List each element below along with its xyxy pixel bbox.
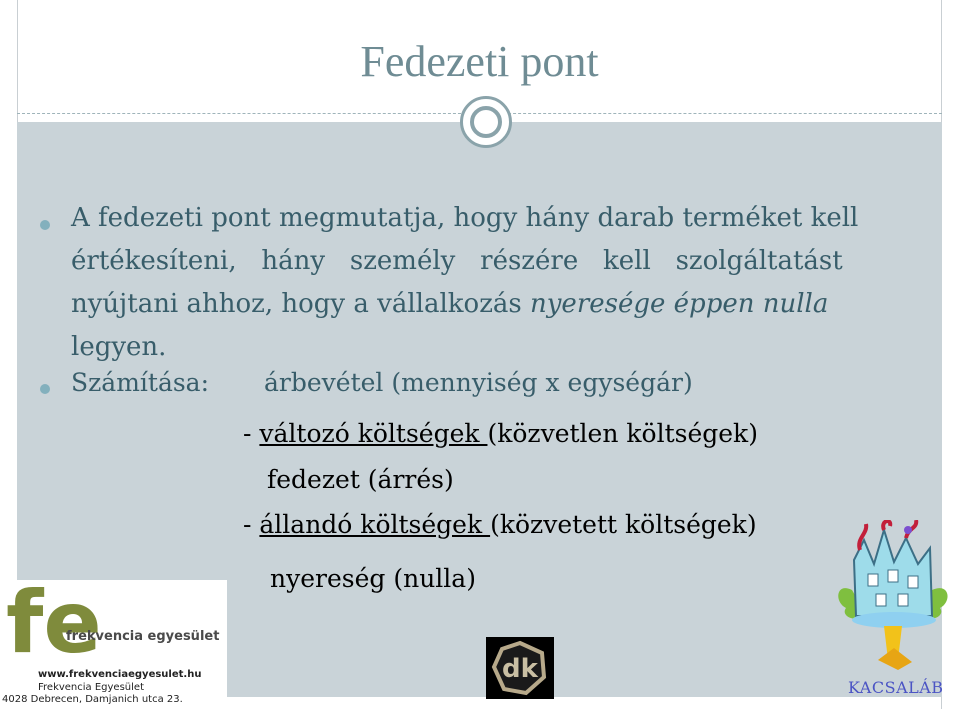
calc-underlined: állandó költségek [259,510,491,539]
paragraph-line: A fedezeti pont megmutatja, hogy hány darab terméket kell [71,203,859,233]
bullet-dot [40,384,50,394]
calc-row [243,510,757,539]
logo-org: Frekvencia Egyesület [38,682,144,693]
paragraph-text: nyújtani ahhoz, hogy a vállalkozás [71,289,530,319]
dk-logo [486,637,554,699]
calc-row: nyereség (nulla) [270,564,476,593]
dk-letters: dk [502,654,538,684]
calc-note: (közvetlen költségek) [487,419,758,448]
kacsalab-label: KACSALÁB [848,678,944,697]
paragraph-line: értékesíteni, hány személy részére kell szolgáltatást [71,246,843,276]
kacsalab-castle-icon [832,520,954,680]
calc-minus: - [243,510,260,539]
bullet-dot [40,220,50,230]
paragraph-line [71,289,828,319]
ring-ornament [460,96,512,148]
calc-row [243,419,758,448]
calc-note: (közvetett költségek) [490,510,757,539]
calc-underlined: változó költségek [259,419,488,448]
calc-label: Számítása: [71,368,210,397]
logo-name: frekvencia egyesület [66,629,220,644]
dk-logo-icon [486,637,554,699]
logo-website: www.frekvenciaegyesulet.hu [38,669,202,680]
logo-address: 4028 Debrecen, Damjanich utca 23. [2,694,183,705]
calc-minus: - [243,419,260,448]
calc-row: árbevétel (mennyiség x egységár) [264,368,693,397]
paragraph-line: legyen. [71,332,167,362]
fe-logo-mark: fe [6,573,102,673]
slide-title: Fedezeti pont [360,37,599,86]
frekvencia-logo [0,573,227,709]
emphasis-text: nyeresége éppen nulla [530,289,829,319]
calc-row: fedezet (árrés) [267,465,454,494]
